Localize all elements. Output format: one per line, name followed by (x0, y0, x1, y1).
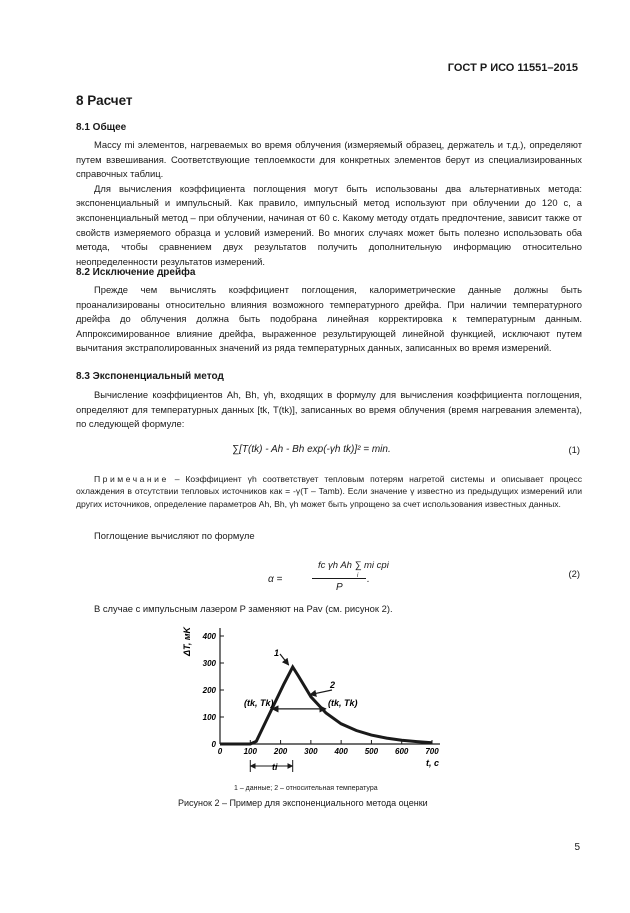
fraction-bar (312, 578, 366, 579)
x-tick-label: 100 (243, 747, 257, 756)
y-tick-label: 300 (202, 659, 216, 668)
x-tick-label: 200 (273, 747, 288, 756)
equation-1-number: (1) (568, 444, 580, 455)
label-1-pointer (280, 654, 289, 665)
subsection-8-3-intro (76, 388, 582, 432)
note-block (76, 473, 582, 510)
equation-1: ∑[T(tk) - Ah - Bh exp(-γh tk)]² = min. (232, 444, 391, 455)
equation-2-period: . (367, 574, 370, 585)
y-tick-label: 400 (202, 632, 216, 641)
note-text: – Коэффициент γh соответствует тепловым потерям нагретой системы и описывает процесс охлаждения в отсутствии тепловых источников как = -γ(T – Tamb). Если значение γ известно из предыдущих измерений или других источников, определение параметров Ah, Bh, γh может быть упрощено за счет использования известных данных. (76, 474, 582, 509)
label-1: 1 (274, 648, 280, 658)
page-number: 5 (574, 842, 580, 853)
paragraph: Поглощение вычисляют по формуле (94, 530, 255, 541)
equation-2-lhs: α = (268, 574, 283, 585)
absorption-formula-intro (76, 529, 582, 544)
section-title: 8 Расчет (76, 93, 133, 108)
ti-label: ti (272, 762, 278, 772)
x-tick-label: 300 (304, 747, 318, 756)
figure-caption: Рисунок 2 – Пример для экспоненциального метода оценки (178, 798, 428, 808)
paragraph: Прежде чем вычислять коэффициент поглощения, калориметрические данные должны быть проанализированы относительно влияния возможного температурного дрейфа. При наличии температурного дрейфа до облучения должна быть подобрана линейная корректировка к температурным данным. Аппроксимированное влияние дрейфа, выраженное результирующей линейной функцией, исключают путем вычитания экстраполированных значений из ряда температурных данных, записанных во время измерений. (76, 284, 582, 354)
subsection-8-1-body (76, 138, 582, 269)
y-tick-label: 0 (211, 740, 216, 749)
equation-2-denominator: P (336, 582, 343, 593)
x-tick-label: 0 (217, 747, 223, 756)
subsection-title-8-1: 8.1 Общее (76, 122, 127, 133)
right-pair-label: (tk, Tk) (328, 698, 358, 708)
document-header: ГОСТ Р ИСО 11551–2015 (447, 62, 578, 74)
label-2: 2 (330, 680, 336, 690)
y-tick-label: 100 (202, 713, 216, 722)
x-tick-label: 700 (425, 747, 439, 756)
y-axis-label: ΔT, мK (182, 626, 192, 656)
pulsed-laser-note (76, 602, 582, 617)
subsection-title-8-2: 8.2 Исключение дрейфа (76, 267, 196, 278)
x-tick-label: 400 (334, 747, 348, 756)
figure-2-chart (180, 618, 460, 780)
equation-2-sum-index: i (357, 573, 359, 579)
subsection-8-2-body (76, 283, 582, 356)
x-tick-label: 600 (395, 747, 409, 756)
paragraph: Для вычисления коэффициента поглощения могут быть использованы два альтернативных метода: экспоненциальный и импульсный. Как правило, импульсный метод используют при облучении до 120 с, а экспоненциальный метод – при облучении, начиная от 60 с. Какому методу отдать предпочтение, зависит также от свойств измеряемого образца и условий измерений. Во многих случаях может быть полезно использовать оба метода, чтобы сравнением двух результатов получить дополнительную информацию относительно неопределенности результатов измерений. (76, 182, 582, 267)
note-label: Примечание (94, 474, 169, 484)
x-tick-label: 500 (364, 747, 379, 756)
subsection-title-8-3: 8.3 Экспоненциальный метод (76, 371, 224, 382)
paragraph: Вычисление коэффициентов Ah, Bh, γh, входящих в формулу для вычисления коэффициента поглощения, определяют для температурных данных [tk, T(tk)], записанных во время облучения (время нагревания элемента), по следующей формуле: (76, 389, 582, 430)
paragraph: В случае с импульсным лазером P заменяют на Pav (см. рисунок 2). (94, 603, 393, 614)
equation-2-numerator: fc γh Ah ∑ mi cpi (318, 560, 389, 571)
x-axis-label: t, с (426, 758, 440, 768)
chart-ticks (202, 632, 440, 756)
figure-legend: 1 – данные; 2 – относительная температура (234, 785, 378, 792)
y-tick-label: 200 (202, 686, 216, 695)
left-pair-label: (tk, Tk) (244, 698, 274, 708)
label-2-pointer (310, 690, 332, 695)
equation-2-number: (2) (568, 568, 580, 579)
paragraph: Массу mi элементов, нагреваемых во время облучения (измеряемый образец, держатель и т.д.), определяют путем взвешивания. Соответствующие теплоемкости для конкретных элементов берут из специализированных справочных таблиц. (76, 139, 582, 180)
